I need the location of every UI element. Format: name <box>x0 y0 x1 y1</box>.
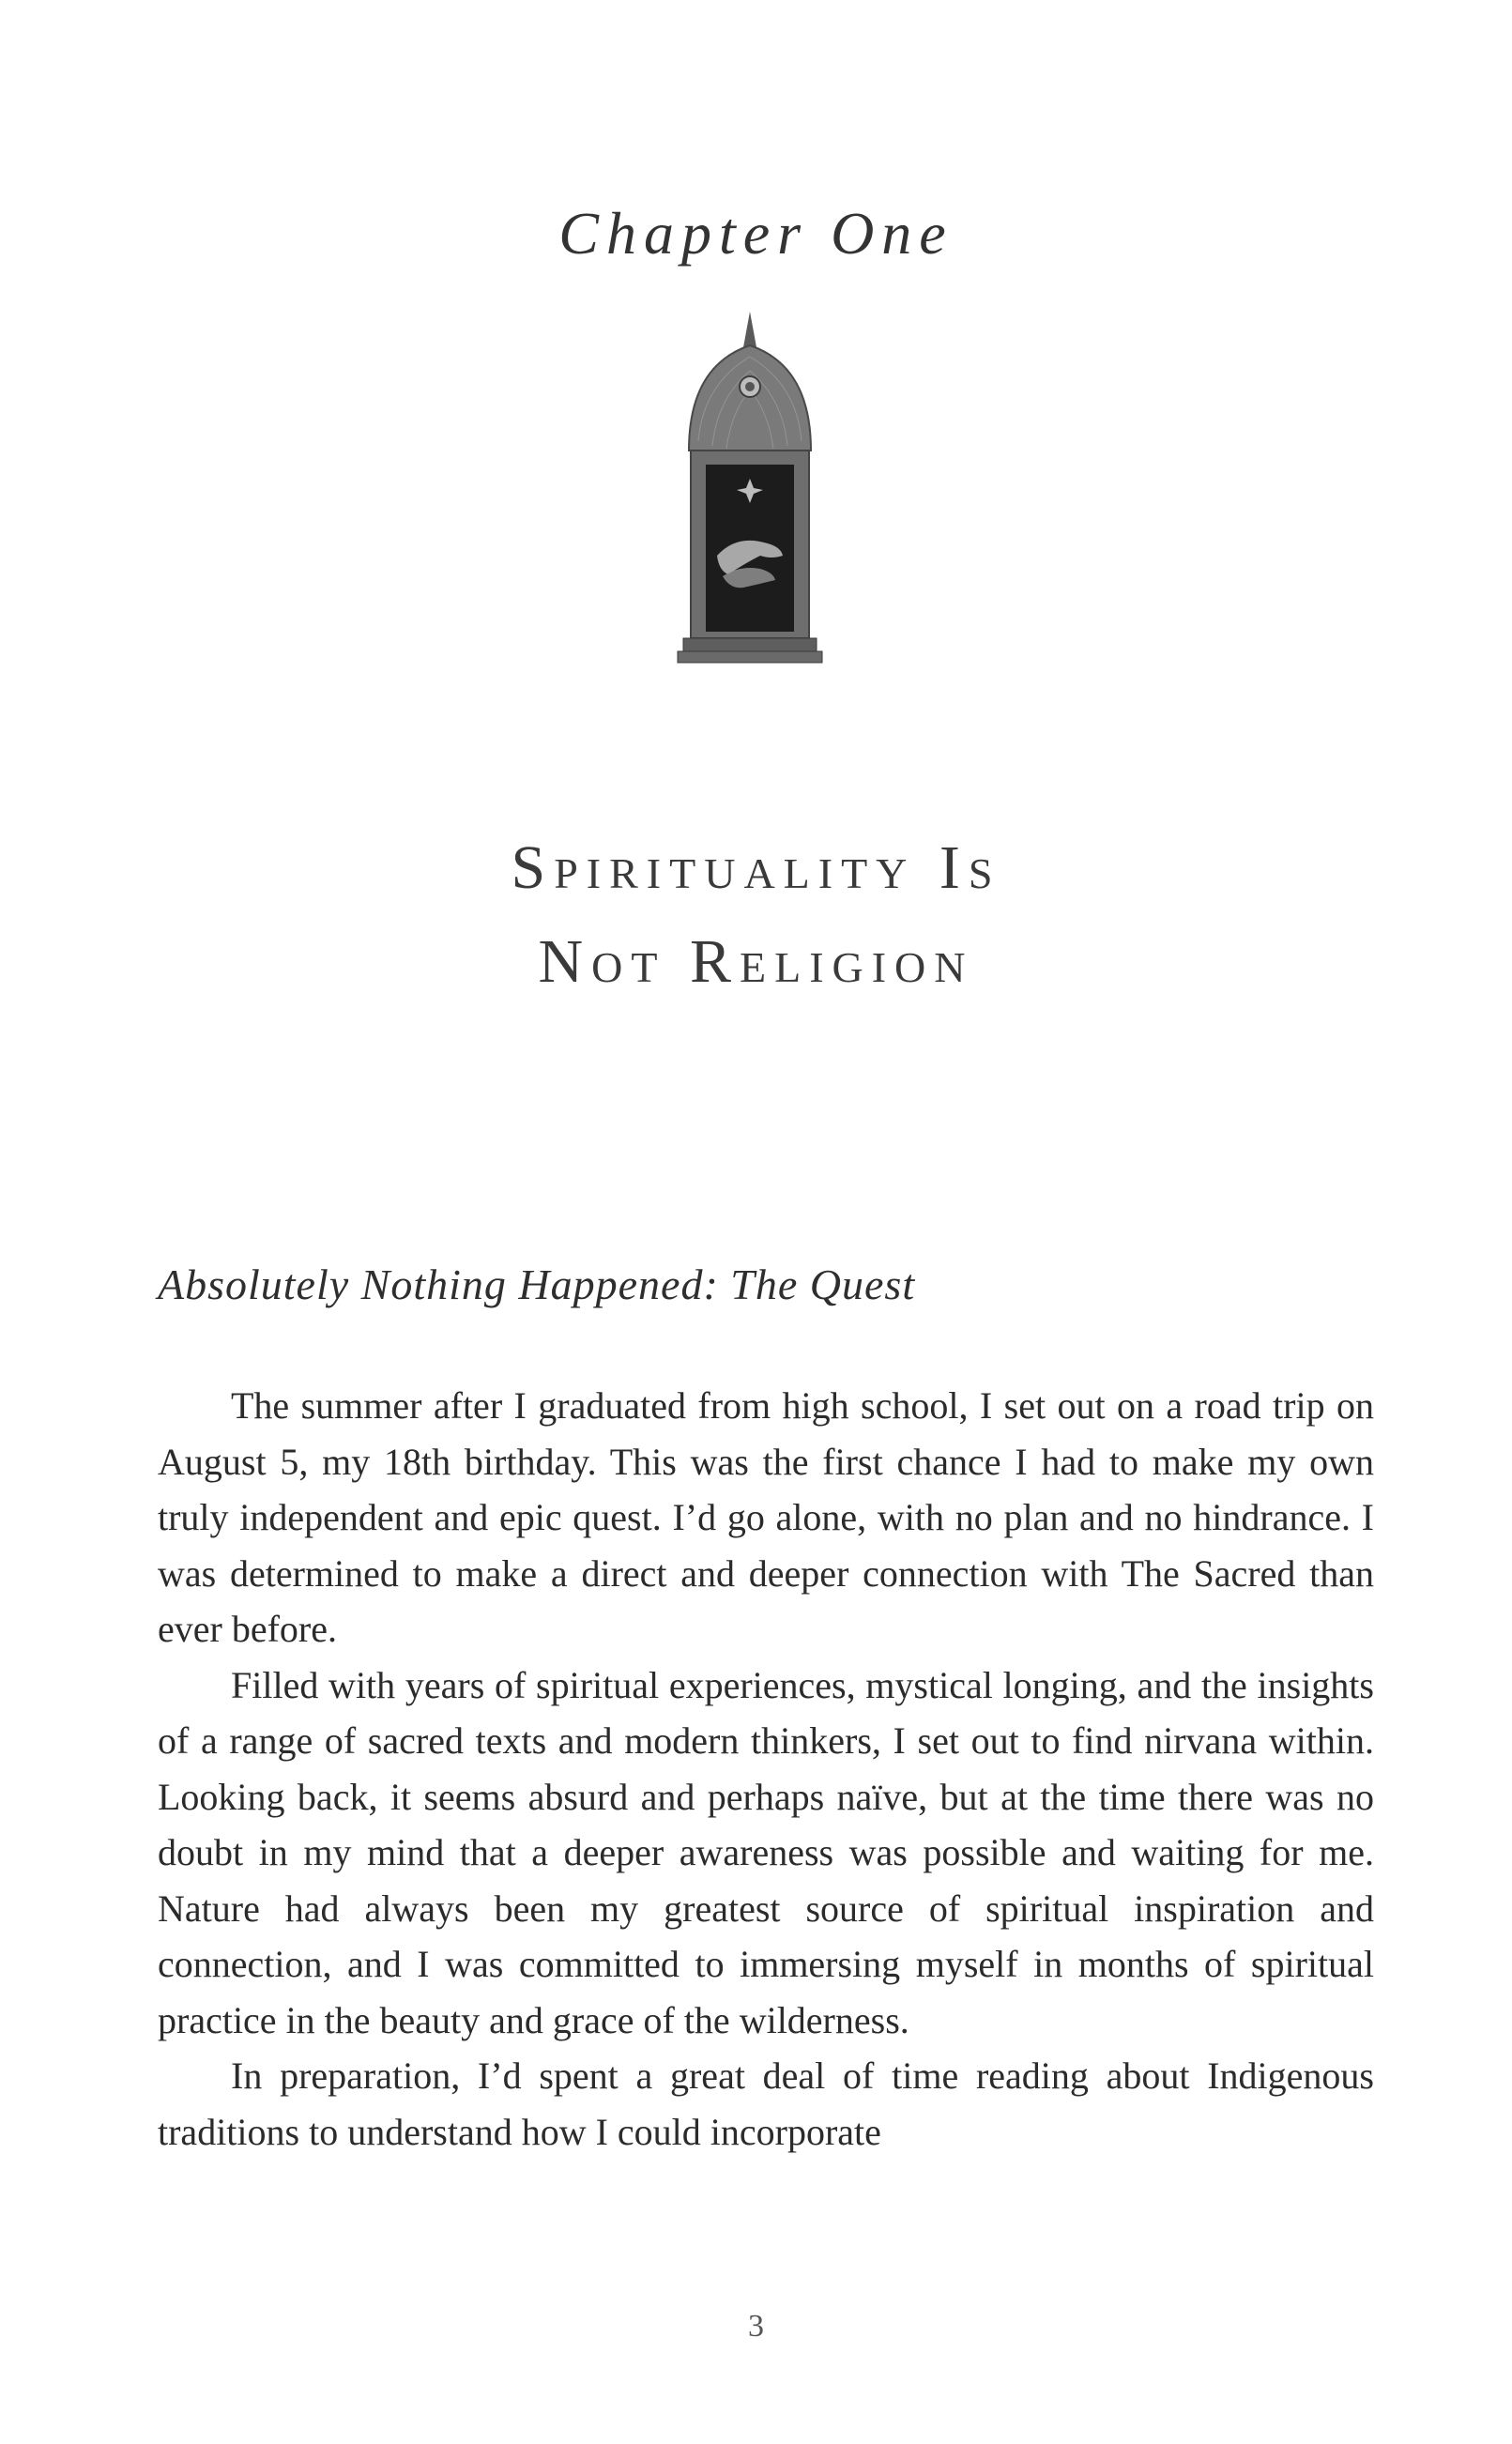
section-heading: Absolutely Nothing Happened: The Quest <box>158 1260 916 1308</box>
chapter-label: Chapter One <box>558 200 954 267</box>
paragraph: The summer after I graduated from high school, I set out on a road trip on August 5, my 18th birthday. This was the first chance I had to make my own truly independent and epic quest. I’d go alone, with no plan and no hindrance. I was determined to make a direct and deeper connection with The Sacred than ever before. <box>158 1384 1374 1650</box>
page-number: 3 <box>748 2309 764 2344</box>
shrine-niche-icon <box>670 310 830 666</box>
chapter-title-line-1: Spirituality Is <box>511 833 1001 902</box>
chapter-title-line-2: Not Religion <box>538 927 974 996</box>
body-text <box>158 1378 1374 2160</box>
paragraph: In preparation, I’d spent a great deal of time reading about Indigenous traditions to understand how I could incorporate <box>158 2054 1374 2153</box>
paragraph: Filled with years of spiritual experiences, mystical longing, and the insights of a range of sacred texts and modern thinkers, I set out to find nirvana within. Looking back, it seems absurd and perhaps naïve, but at the time there was no doubt in my mind that a deeper awareness was possible and waiting for me. Nature had always been my greatest source of spiritual inspiration and connection, and I was committed to immersing myself in months of spiritual practice in the beauty and grace of the wilderness. <box>158 1663 1374 2041</box>
chapter-title <box>0 821 1512 1009</box>
